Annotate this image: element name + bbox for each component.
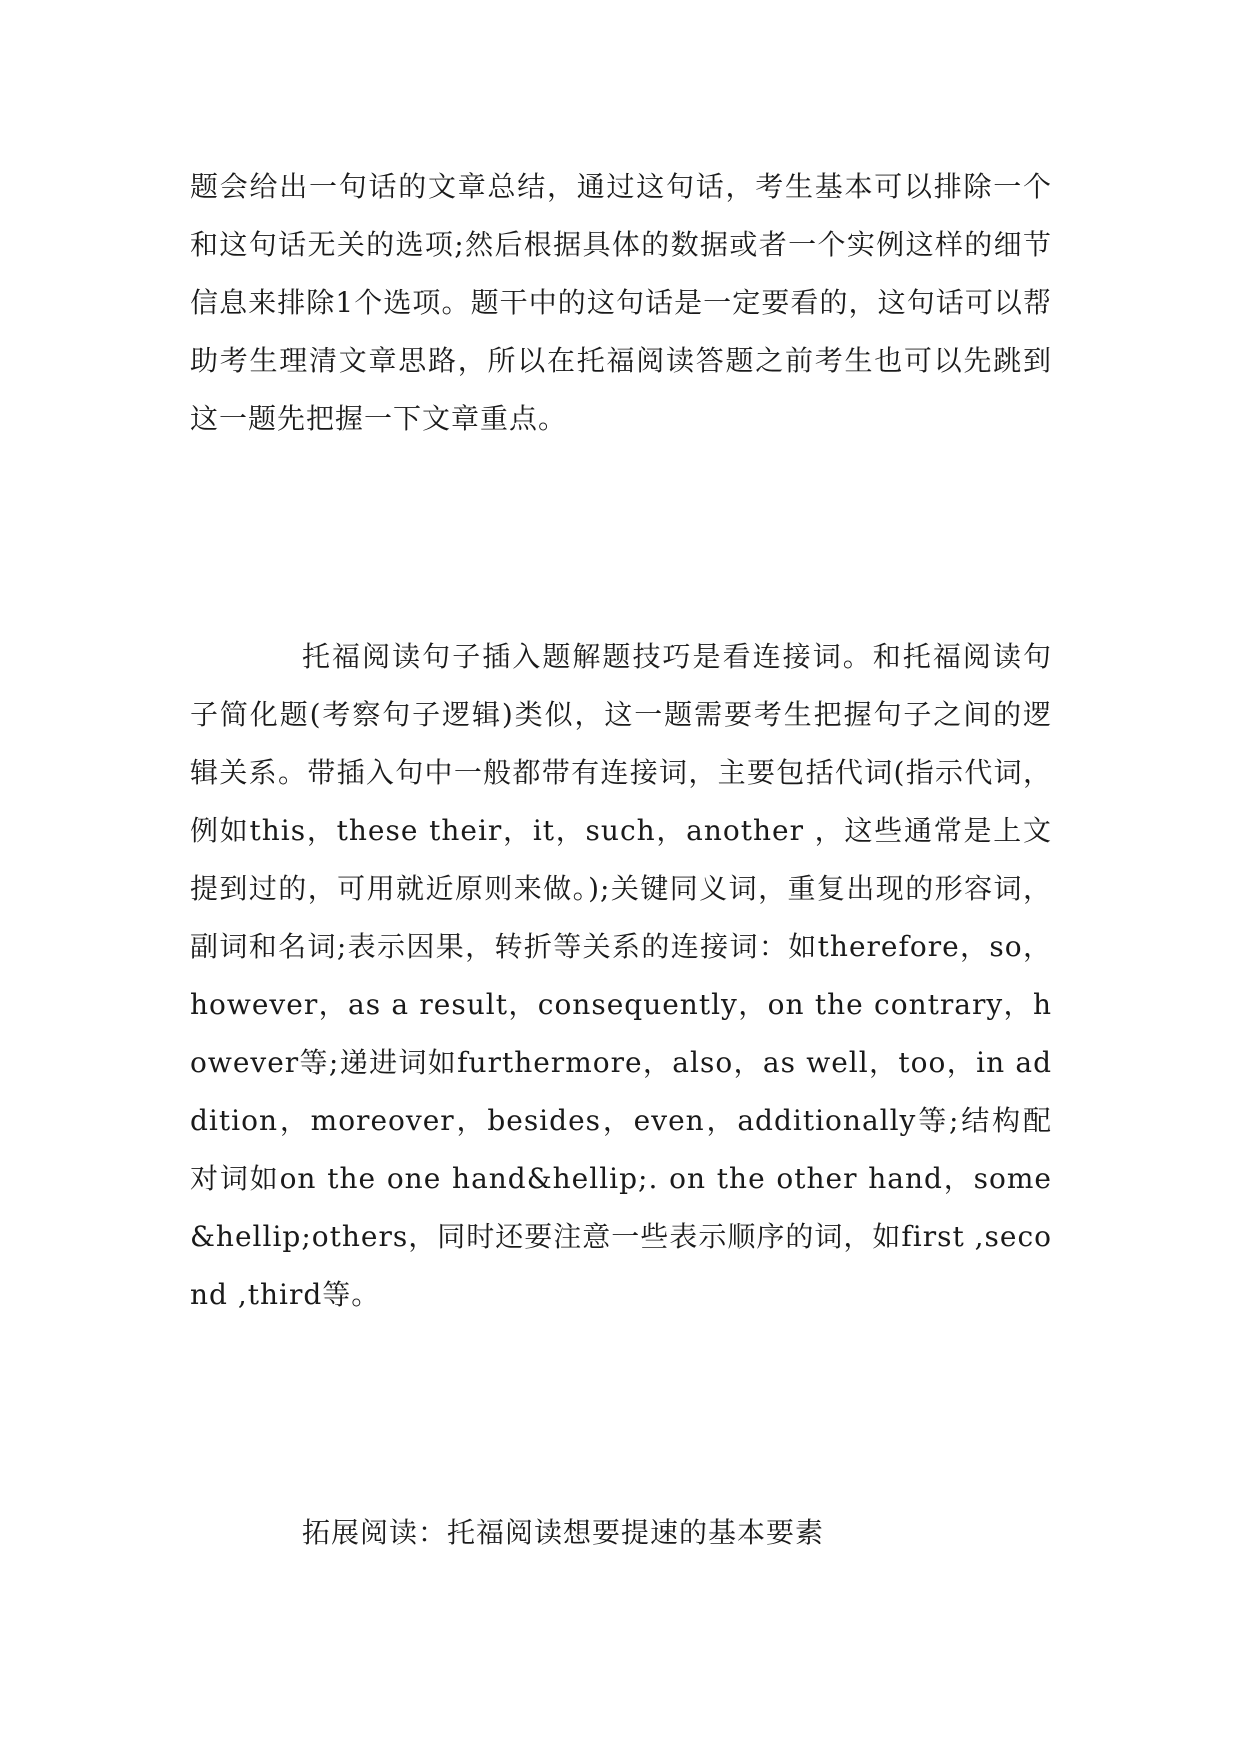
- paragraph-answer-summary-question: 题会给出一句话的文章总结，通过这句话，考生基本可以排除一个和这句话无关的选项;然后根据具体的数据或者一个实例这样的细节信息来排除1个选项。题干中的这句话是一定要看的，这句话可以帮助考生理清文章思路，所以在托福阅读答题之前考生也可以先跳到这一题先把握一下文章重点。: [190, 170, 1052, 435]
- paragraph-sentence-insertion-tips: 托福阅读句子插入题解题技巧是看连接词。和托福阅读句子简化题(考察句子逻辑)类似，这一题需要考生把握句子之间的逻辑关系。带插入句中一般都带有连接词，主要包括代词(指示代词，例如this，these their，it，such，another ，这些通常是上文提到过的，可用就近原则来做。);关键同义词，重复出现的形容词，副词和名词;表示因果，转折等关系的连接词：如therefore，so，however，as a result，consequently，on the contrary，however等;递进词如furthermore，also，as well，too，in addition，moreover，besides，even，additionally等;结构配对词如on the one hand&hellip;. on the other hand，some&hellip;others，同时还要注意一些表示顺序的词，如first ,second ,third等。: [190, 640, 1052, 1311]
- extended-reading-link[interactable]: 拓展阅读：托福阅读想要提速的基本要素: [302, 1516, 825, 1549]
